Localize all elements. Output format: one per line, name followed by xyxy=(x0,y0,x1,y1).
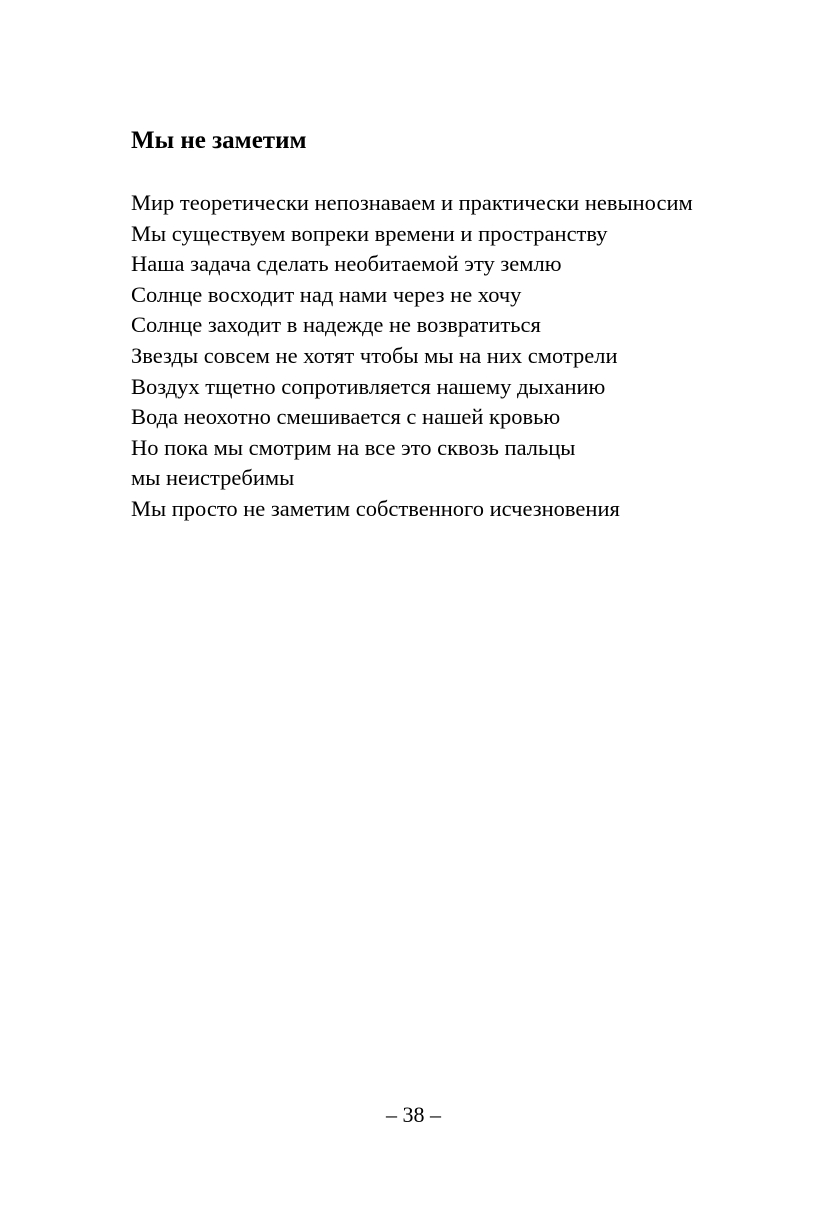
page-number: – 38 – xyxy=(386,1102,441,1127)
poem-line: Вода неохотно смешивается с нашей кровью xyxy=(131,404,561,430)
poem-title: Мы не заметим xyxy=(131,127,307,154)
poem-line: Мы просто не заметим собственного исчезновения xyxy=(131,495,620,521)
poem-line: Солнце восходит над нами через не хочу xyxy=(131,281,522,307)
poem-line: мы неистребимы xyxy=(131,465,295,491)
poem-line: Воздух тщетно сопротивляется нашему дыханию xyxy=(131,373,606,399)
poem-line: Но пока мы смотрим на все это сквозь пальцы xyxy=(131,434,576,460)
poem-line: Мы существуем вопреки времени и пространству xyxy=(131,220,608,246)
poem-line: Мир теоретически непознаваем и практически невыносим xyxy=(131,190,693,215)
poem-body xyxy=(131,188,693,525)
poem-line: Солнце заходит в надежде не возвратиться xyxy=(131,312,541,338)
poem-line: Звезды совсем не хотят чтобы мы на них смотрели xyxy=(131,342,618,368)
poem-line: Наша задача сделать необитаемой эту землю xyxy=(131,251,562,277)
